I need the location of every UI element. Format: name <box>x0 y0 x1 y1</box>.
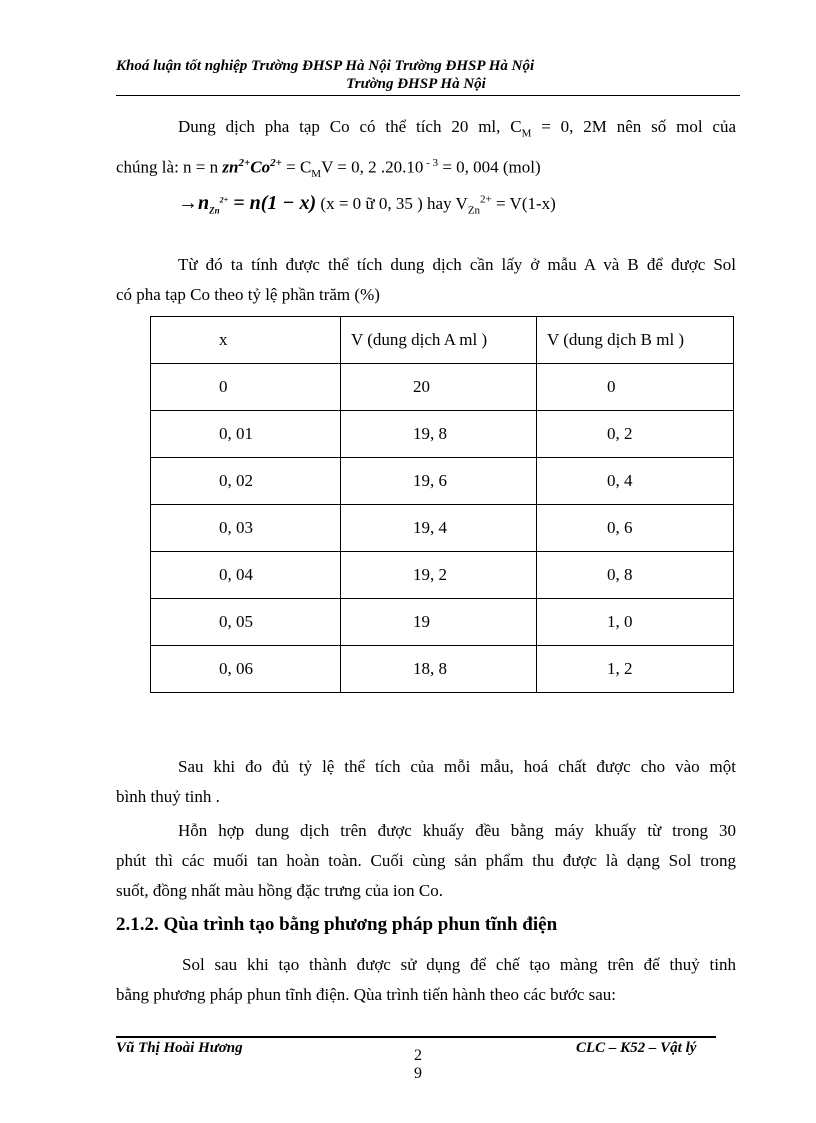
section-heading: 2.1.2. Qùa trình tạo bằng phương pháp phun tĩnh điện <box>116 914 558 935</box>
superscript: 2+ <box>219 195 229 205</box>
text: = 0, 004 (mol) <box>438 158 541 178</box>
formula-rhs: = n(1 − x) <box>228 192 317 214</box>
page-number <box>408 1047 428 1083</box>
table-row <box>151 552 734 599</box>
table-cell: 0, 03 <box>151 505 341 552</box>
table-row <box>151 411 734 458</box>
paragraph-spray-process <box>116 950 736 1010</box>
table-cell: 0, 8 <box>537 552 734 599</box>
text-line: Sau khi đo đủ tỷ lệ thể tích của mỗi mẫu, hoá chất được cho vào một <box>178 757 736 776</box>
table-row <box>151 646 734 693</box>
header-title: Khoá luận tốt nghiệp Trường ĐHSP Hà Nội Trường ĐHSP Hà Nội <box>116 58 535 74</box>
paragraph-mixing <box>116 816 736 906</box>
table-cell: 18, 8 <box>341 646 537 693</box>
table-cell: 19, 8 <box>341 411 537 458</box>
superscript: 2+ <box>480 193 492 206</box>
zn-symbol: zn <box>222 158 239 178</box>
table-cell: 0, 6 <box>537 505 734 552</box>
page-number-digit: 2 <box>414 1047 422 1064</box>
formula-range: (x = 0 ữ 0, 35 ) hay V <box>316 194 468 213</box>
table-cell: 0 <box>537 364 734 411</box>
table-header-row <box>151 317 734 364</box>
text: Dung dịch pha tạp Co có thể tích 20 ml, C <box>178 117 522 136</box>
table-cell: 0, 04 <box>151 552 341 599</box>
table-header-cell: x <box>151 317 341 364</box>
table-cell: 1, 2 <box>537 646 734 693</box>
text-line: Từ đó ta tính được thể tích dung dịch cần lấy ở mẫu A và B để được Sol <box>178 255 736 274</box>
table-header-cell: V (dung dịch B ml ) <box>537 317 734 364</box>
page-number-digit: 9 <box>414 1065 422 1082</box>
superscript: - 3 <box>423 157 439 170</box>
table-cell: 0, 02 <box>151 458 341 505</box>
table-cell: 19 <box>341 599 537 646</box>
header-divider <box>116 95 740 96</box>
subscript: M <box>311 168 322 181</box>
paragraph-measure <box>116 752 736 812</box>
table-cell: 0, 2 <box>537 411 734 458</box>
arrow-icon: → <box>178 192 198 214</box>
text-line: bằng phương pháp phun tĩnh điện. Qùa trình tiến hành theo các bước sau: <box>116 985 617 1004</box>
header-subtitle: Trường ĐHSP Hà Nội <box>346 76 486 92</box>
table-cell: 20 <box>341 364 537 411</box>
text: chúng là: n = n <box>116 158 223 178</box>
table-header-cell: V (dung dịch A ml ) <box>341 317 537 364</box>
table-cell: 19, 2 <box>341 552 537 599</box>
superscript: 2+ <box>238 157 251 170</box>
formula-n: n <box>198 192 210 214</box>
text-line: phút thì các muối tan hoàn toàn. Cuối cùng sản phẩm thu được là dạng Sol trong <box>116 851 736 870</box>
text-line: Sol sau khi tạo thành được sử dụng để chế tạo màng trên đế thuỷ tinh <box>182 955 736 974</box>
text-line: suốt, đồng nhất màu hồng đặc trưng của ion Co. <box>116 881 443 900</box>
table-cell: 19, 4 <box>341 505 537 552</box>
text: = C <box>281 158 312 178</box>
paragraph-volume-intro <box>116 250 736 310</box>
subscript: Zn <box>209 205 220 216</box>
text-line: Hỗn hợp dung dịch trên được khuấy đều bằng máy khuấy từ trong 30 <box>178 821 736 840</box>
paragraph-solution-moles <box>116 112 736 189</box>
table-cell: 0 <box>151 364 341 411</box>
text: = V(1-x) <box>491 194 556 213</box>
table-row <box>151 599 734 646</box>
table-cell: 0, 4 <box>537 458 734 505</box>
formula-zn-moles <box>178 192 556 216</box>
table-row <box>151 458 734 505</box>
text-line: có pha tạp Co theo tỷ lệ phần trăm (%) <box>116 285 380 304</box>
text-line: bình thuỷ tinh . <box>116 787 220 806</box>
text: V = 0, 2 .20.10 <box>321 158 424 178</box>
table-cell: 1, 0 <box>537 599 734 646</box>
table-cell: 19, 6 <box>341 458 537 505</box>
table-row <box>151 364 734 411</box>
table-cell: 0, 05 <box>151 599 341 646</box>
co-symbol: Co <box>250 158 271 178</box>
superscript: 2+ <box>270 157 282 170</box>
footer-course: CLC – K52 – Vật lý <box>576 1040 697 1056</box>
table-cell: 0, 01 <box>151 411 341 458</box>
table-row <box>151 505 734 552</box>
table-cell: 0, 06 <box>151 646 341 693</box>
text: = 0, 2M nên số mol của <box>531 117 736 136</box>
footer-divider <box>116 1036 716 1038</box>
volume-table <box>150 316 734 693</box>
footer-author: Vũ Thị Hoài Hương <box>116 1040 243 1056</box>
subscript: Zn <box>467 204 481 217</box>
subscript: M <box>521 127 532 140</box>
